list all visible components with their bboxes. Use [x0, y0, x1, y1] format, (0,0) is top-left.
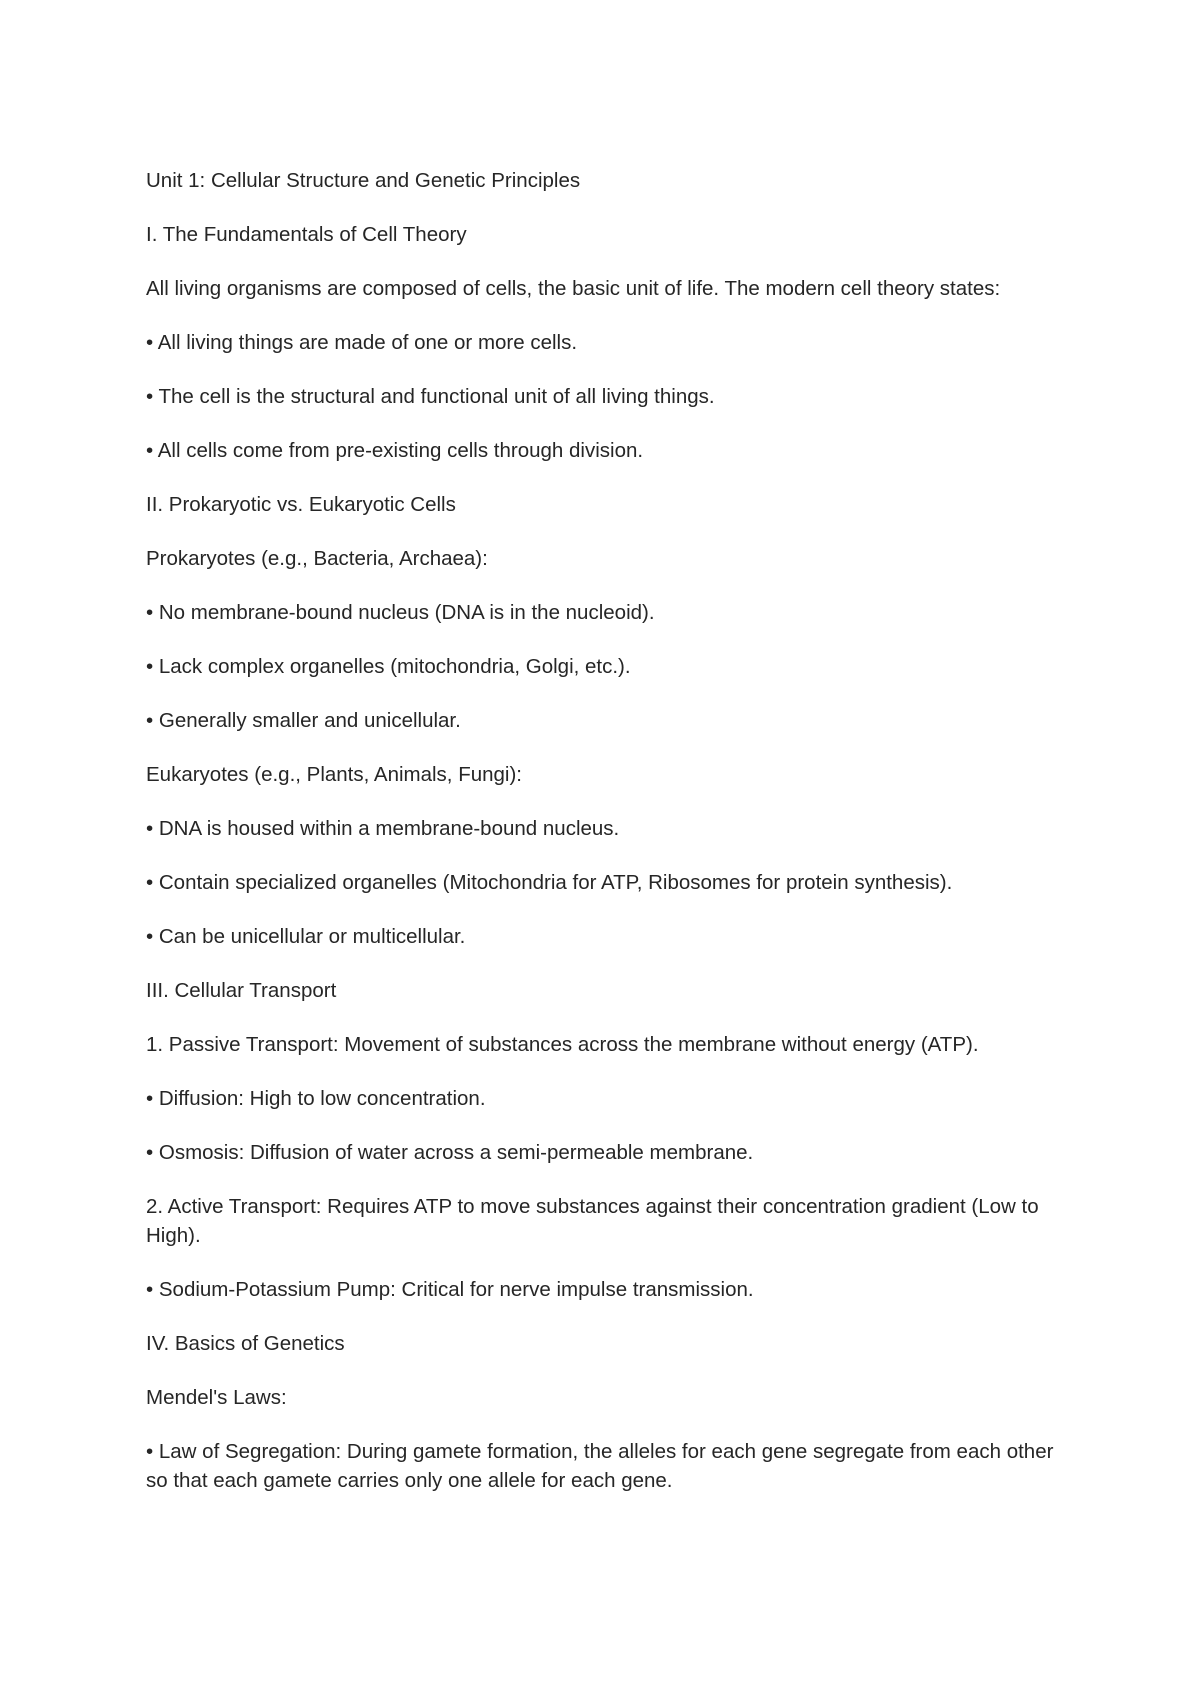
- subheading-eukaryotes: Eukaryotes (e.g., Plants, Animals, Fungi):: [146, 763, 522, 786]
- bullet-item: • The cell is the structural and functional unit of all living things.: [146, 385, 715, 408]
- section-heading-prokaryotic-eukaryotic: II. Prokaryotic vs. Eukaryotic Cells: [146, 493, 456, 516]
- section-heading-genetics: IV. Basics of Genetics: [146, 1332, 345, 1355]
- bullet-item: • Osmosis: Diffusion of water across a semi-permeable membrane.: [146, 1141, 754, 1164]
- bullet-item: • All cells come from pre-existing cells through division.: [146, 439, 644, 462]
- bullet-item: • Generally smaller and unicellular.: [146, 709, 461, 732]
- bullet-item: • Contain specialized organelles (Mitochondria for ATP, Ribosomes for protein synthesis).: [146, 871, 953, 894]
- bullet-item: • Diffusion: High to low concentration.: [146, 1087, 486, 1110]
- subheading-prokaryotes: Prokaryotes (e.g., Bacteria, Archaea):: [146, 547, 488, 570]
- document-page: [146, 166, 1066, 1520]
- bullet-item: • Can be unicellular or multicellular.: [146, 925, 466, 948]
- paragraph-cell-theory-intro: All living organisms are composed of cells, the basic unit of life. The modern cell theory states:: [146, 277, 1001, 300]
- numbered-item-active-transport: 2. Active Transport: Requires ATP to move substances against their concentration gradient (Low to High).: [146, 1195, 1039, 1247]
- bullet-item: • Lack complex organelles (mitochondria, Golgi, etc.).: [146, 655, 631, 678]
- bullet-item: • No membrane-bound nucleus (DNA is in the nucleoid).: [146, 601, 655, 624]
- subheading-mendels-laws: Mendel's Laws:: [146, 1386, 287, 1409]
- bullet-item: • Law of Segregation: During gamete formation, the alleles for each gene segregate from each other so that each gamete carries only one allele for each gene.: [146, 1440, 1054, 1492]
- bullet-item: • All living things are made of one or more cells.: [146, 331, 578, 354]
- numbered-item-passive-transport: 1. Passive Transport: Movement of substances across the membrane without energy (ATP).: [146, 1033, 979, 1056]
- bullet-item: • Sodium-Potassium Pump: Critical for nerve impulse transmission.: [146, 1278, 754, 1301]
- section-heading-cell-theory: I. The Fundamentals of Cell Theory: [146, 223, 467, 246]
- bullet-item: • DNA is housed within a membrane-bound nucleus.: [146, 817, 620, 840]
- section-heading-cellular-transport: III. Cellular Transport: [146, 979, 337, 1002]
- document-title: Unit 1: Cellular Structure and Genetic Principles: [146, 169, 581, 192]
